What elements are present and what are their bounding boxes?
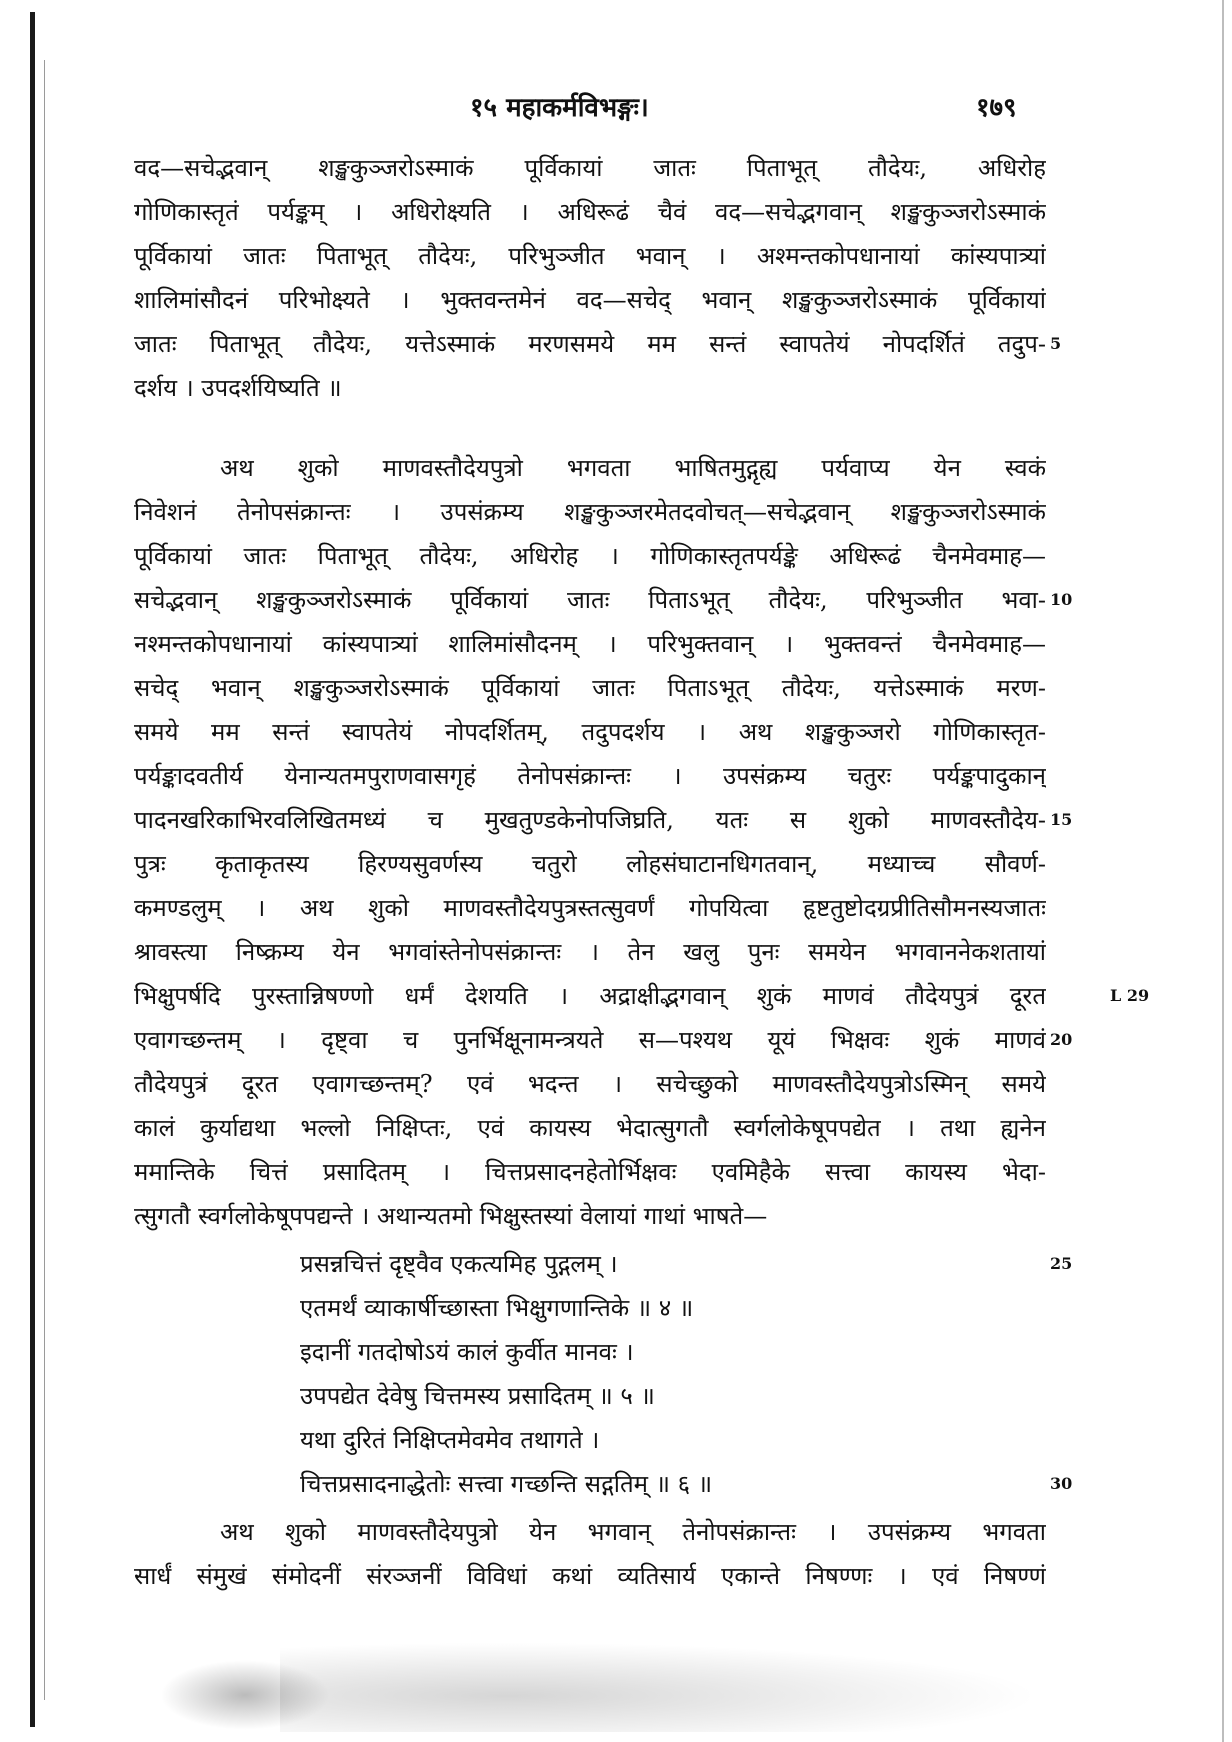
text-line: ममान्तिके चित्तं प्रसादितम् । चित्तप्रसादनहेतोर्भिक्षवः एवमिहैके सत्त्वा कायस्य भेदा- xyxy=(134,1158,1046,1186)
paragraph-1 xyxy=(134,146,1046,410)
line-number-20: 20 xyxy=(1050,1030,1073,1049)
text-line: गोणिकास्तृतं पर्यङ्कम् । अधिरोक्ष्यति । अधिरूढं चैवं वद—सचेद्भगवान् शङ्खकुञ्जरोऽस्माकं xyxy=(134,198,1046,226)
text-line: भिक्षुपर्षदि पुरस्तान्निषण्णो धर्मं देशयति । अद्राक्षीद्भगवान् शुकं माणवं तौदेयपुत्रं दूरत xyxy=(134,982,1046,1010)
verse-line: उपपद्येत देवेषु चित्तमस्य प्रसादितम् ॥ ५ ॥ xyxy=(300,1382,655,1410)
verse-line: इदानीं गतदोषोऽयं कालं कुर्वीत मानवः । xyxy=(300,1338,634,1366)
text-line: शालिमांसौदनं परिभोक्ष्यते । भुक्तवन्तमेनं वद—सचेद् भवान् शङ्खकुञ्जरोऽस्माकं पूर्विकायां xyxy=(134,286,1046,314)
chapter-title: १५ महाकर्मविभङ्गः। xyxy=(470,93,649,123)
verse-line: यथा दुरितं निक्षिप्तमेवमेव तथागते । xyxy=(300,1426,600,1454)
text-line: वद—सचेद्भवान् शङ्खकुञ्जरोऽस्माकं पूर्विकायां जातः पिताभूत् तौदेयः, अधिरोह xyxy=(134,154,1046,182)
right-page-edge xyxy=(1222,0,1224,1742)
verse-line: चित्तप्रसादनाद्धेतोः सत्त्वा गच्छन्ति सद्गतिम् ॥ ६ ॥ xyxy=(300,1470,713,1498)
text-line: नश्मन्तकोपधानायां कांस्यपात्र्यां शालिमांसौदनम् । परिभुक्तवान् । भुक्तवन्तं चैनमेवमाह— xyxy=(134,630,1046,658)
text-line: त्सुगतौ स्वर्गलोकेषूपपद्यन्ते । अथान्यतमो भिक्षुस्तस्यां वेलायां गाथां भाषते— xyxy=(134,1202,768,1230)
verse-line: एतमर्थं व्याकार्षीच्छास्ता भिक्षुगणान्तिके ॥ ४ ॥ xyxy=(300,1294,694,1322)
text-line: सार्धं संमुखं संमोदनीं संरञ्जनीं विविधां कथां व्यतिसार्य एकान्ते निषण्णः । एवं निषण्णं xyxy=(134,1562,1046,1590)
scan-smudge xyxy=(280,1642,1040,1732)
left-margin-rule xyxy=(30,12,35,1727)
text-line: अथ शुको माणवस्तौदेयपुत्रो येन भगवान् तेनोपसंक्रान्तः । उपसंक्रम्य भगवता xyxy=(220,1518,1046,1546)
text-line: जातः पिताभूत् तौदेयः, यत्तेऽस्माकं मरणसमये मम सन्तं स्वापतेयं नोपदर्शितं तदुप- xyxy=(134,330,1046,358)
line-number-10: 10 xyxy=(1050,590,1073,609)
page-header xyxy=(0,84,1232,124)
line-number-15: 15 xyxy=(1050,810,1073,829)
text-line: सचेद्भवान् शङ्खकुञ्जरोऽस्माकं पूर्विकायां जातः पिताऽभूत् तौदेयः, परिभुञ्जीत भवा- xyxy=(134,586,1046,614)
text-line: एवागच्छन्तम् । दृष्ट्वा च पुनर्भिक्षूनामन्त्रयते स—पश्यथ यूयं भिक्षवः शुकं माणवं xyxy=(134,1026,1046,1054)
text-line: अथ शुको माणवस्तौदेयपुत्रो भगवता भाषितमुद्गृह्य पर्यवाप्य येन स्वकं xyxy=(220,454,1046,482)
text-line: निवेशनं तेनोपसंक्रान्तः । उपसंक्रम्य शङ्खकुञ्जरमेतदवोचत्—सचेद्भवान् शङ्खकुञ्जरोऽस्माकं xyxy=(134,498,1046,526)
text-line: समये मम सन्तं स्वापतेयं नोपदर्शितम्, तदुपदर्शय । अथ शङ्खकुञ्जरो गोणिकास्तृत- xyxy=(134,718,1046,746)
text-line: दर्शय । उपदर्शयिष्यति ॥ xyxy=(134,374,342,402)
page-number: १७९ xyxy=(976,93,1017,123)
text-line: श्रावस्त्या निष्क्रम्य येन भगवांस्तेनोपसंक्रान्तः । तेन खलु पुनः समयेन भगवाननेकशतायां xyxy=(134,938,1046,966)
line-number-30: 30 xyxy=(1050,1474,1073,1493)
text-line: पर्यङ्कादवतीर्य येनान्यतमपुराणवासगृहं तेनोपसंक्रान्तः । उपसंक्रम्य चतुरः पर्यङ्कपादुकान् xyxy=(134,762,1046,790)
paragraph-3 xyxy=(134,1510,1046,1598)
verse-block xyxy=(300,1242,1000,1506)
left-margin-thin-rule xyxy=(44,60,45,1700)
text-line: पूर्विकायां जातः पिताभूत् तौदेयः, अधिरोह । गोणिकास्तृतपर्यङ्के अधिरूढं चैनमेवमाह— xyxy=(134,542,1046,570)
text-line: पूर्विकायां जातः पिताभूत् तौदेयः, परिभुञ्जीत भवान् । अश्मन्तकोपधानायां कांस्यपात्र्यां xyxy=(134,242,1046,270)
verse-line: प्रसन्नचित्तं दृष्ट्वैव एकत्यमिह पुद्गलम् । xyxy=(300,1250,618,1278)
text-line: कमण्डलुम् । अथ शुको माणवस्तौदेयपुत्रस्तत्सुवर्णं गोपयित्वा हृष्टतुष्टोदग्रप्रीतिसौमनस्यजातः xyxy=(134,894,1046,922)
text-line: कालं कुर्याद्यथा भल्लो निक्षिप्तः, एवं कायस्य भेदात्सुगतौ स्वर्गलोकेषूपपद्येत । तथा ह्यनेन xyxy=(134,1114,1046,1142)
scan-smudge-left xyxy=(160,1660,330,1730)
paragraph-2 xyxy=(134,446,1046,1238)
text-line: पादनखरिकाभिरवलिखितमध्यं च मुखतुण्डकेनोपजिघ्रति, यतः स शुको माणवस्तौदेय- xyxy=(134,806,1046,834)
margin-reference: L 29 xyxy=(1110,986,1150,1005)
line-number-5: 5 xyxy=(1050,334,1062,353)
text-line: तौदेयपुत्रं दूरत एवागच्छन्तम्? एवं भदन्त । सचेच्छुको माणवस्तौदेयपुत्रोऽस्मिन् समये xyxy=(134,1070,1046,1098)
line-number-25: 25 xyxy=(1050,1254,1073,1273)
text-line: पुत्रः कृताकृतस्य हिरण्यसुवर्णस्य चतुरो लोहसंघाटानधिगतवान्, मध्याच्च सौवर्ण- xyxy=(134,850,1046,878)
text-line: सचेद् भवान् शङ्खकुञ्जरोऽस्माकं पूर्विकायां जातः पिताऽभूत् तौदेयः, यत्तेऽस्माकं मरण- xyxy=(134,674,1046,702)
